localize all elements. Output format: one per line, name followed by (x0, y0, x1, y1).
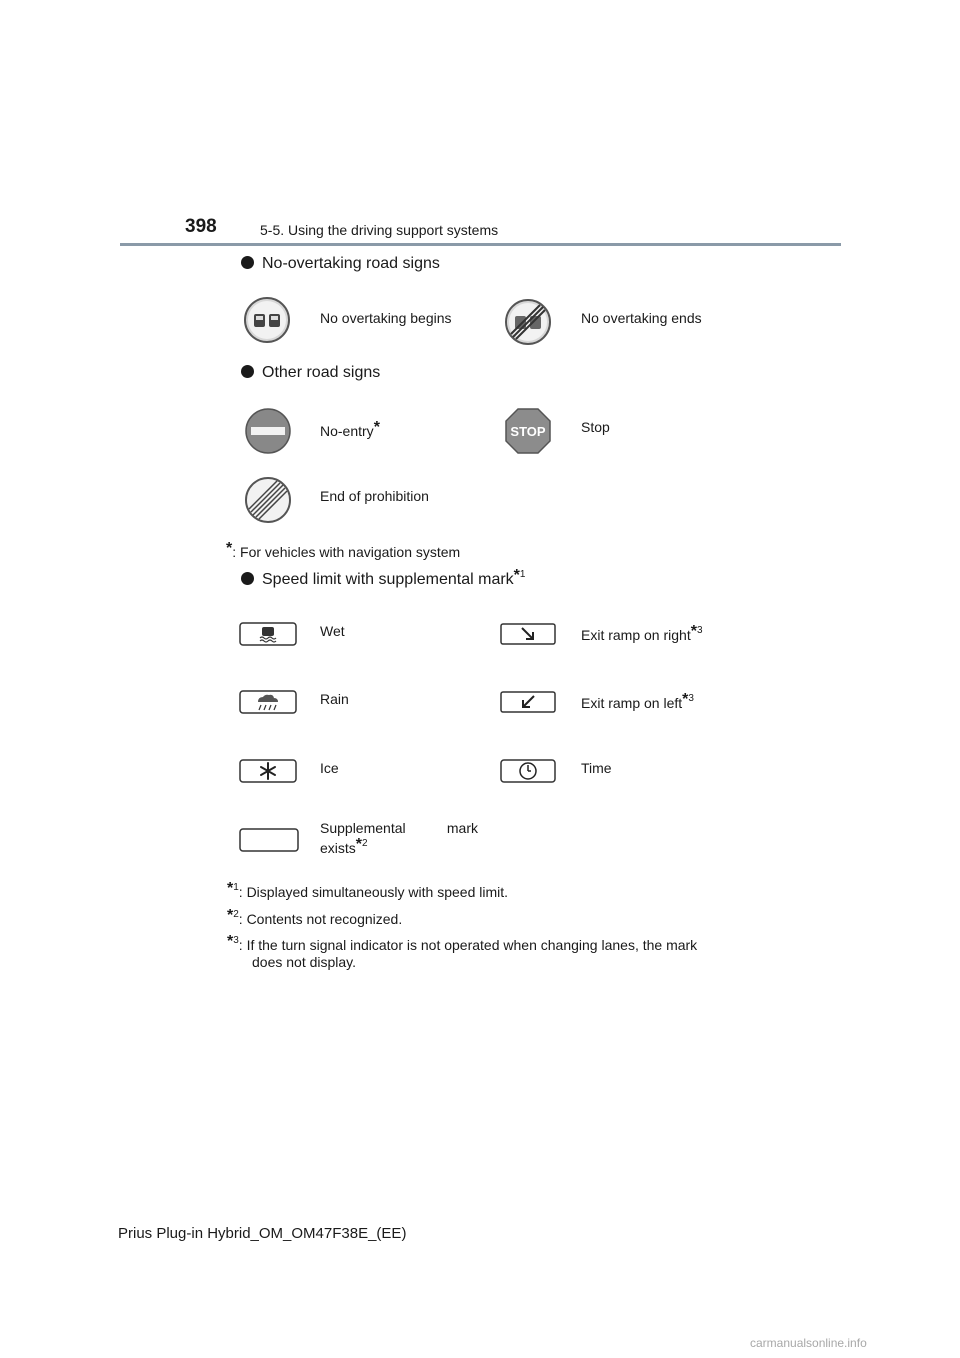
other-road-signs-heading: Other road signs (241, 364, 380, 382)
note-3-continued: does not display. (252, 954, 357, 970)
end-of-prohibition-icon (244, 476, 292, 524)
no-overtaking-heading: No-overtaking road signs (241, 255, 440, 273)
no-overtaking-ends-label: No overtaking ends (581, 310, 702, 326)
exit-ramp-right-icon (500, 623, 556, 645)
page-number: 398 (185, 216, 217, 237)
rain-label: Rain (320, 691, 349, 707)
exit-ramp-left-icon (500, 691, 556, 713)
time-label: Time (581, 760, 612, 776)
note-3: *$^3$: If the turn signal indicator is not operated when changing lanes, the mark (227, 933, 698, 953)
wet-road-icon (239, 622, 297, 646)
clock-icon (500, 759, 556, 783)
exit-ramp-left-label: Exit ramp on left*$^3$ (581, 691, 694, 711)
supplemental-mark-icon (239, 828, 299, 852)
stop-sign-text: STOP (510, 424, 546, 439)
note-2: *$^2$: Contents not recognized. (227, 907, 403, 927)
ice-label: Ice (320, 760, 339, 776)
bullet-icon (241, 256, 254, 269)
header-divider (120, 243, 841, 246)
no-overtaking-begins-icon (243, 296, 291, 344)
rain-icon (239, 690, 297, 714)
stop-label: Stop (581, 419, 610, 435)
bullet-icon (241, 365, 254, 378)
exit-ramp-right-label: Exit ramp on right*$^3$ (581, 623, 703, 643)
footnote-navigation: *: For vehicles with navigation system (226, 540, 461, 560)
no-overtaking-ends-icon (504, 298, 552, 346)
bullet-icon (241, 572, 254, 585)
no-entry-icon (244, 407, 292, 455)
speed-limit-heading: Speed limit with supplemental mark*$^1$ (241, 567, 525, 589)
no-overtaking-begins-label: No overtaking begins (320, 310, 452, 326)
end-of-prohibition-label: End of prohibition (320, 488, 429, 504)
watermark: carmanualsonline.info (750, 1336, 867, 1350)
ice-snowflake-icon (239, 759, 297, 783)
wet-label: Wet (320, 623, 345, 639)
document-footer: Prius Plug-in Hybrid_OM_OM47F38E_(EE) (118, 1225, 407, 1242)
stop-sign-icon (504, 407, 552, 455)
section-title: 5-5. Using the driving support systems (260, 222, 499, 238)
no-entry-label: No-entry* (320, 419, 380, 439)
supplemental-mark-label: Supplemental mark exists*$^2$ (320, 820, 478, 856)
note-1: *$^1$: Displayed simultaneously with speed limit. (227, 880, 509, 900)
